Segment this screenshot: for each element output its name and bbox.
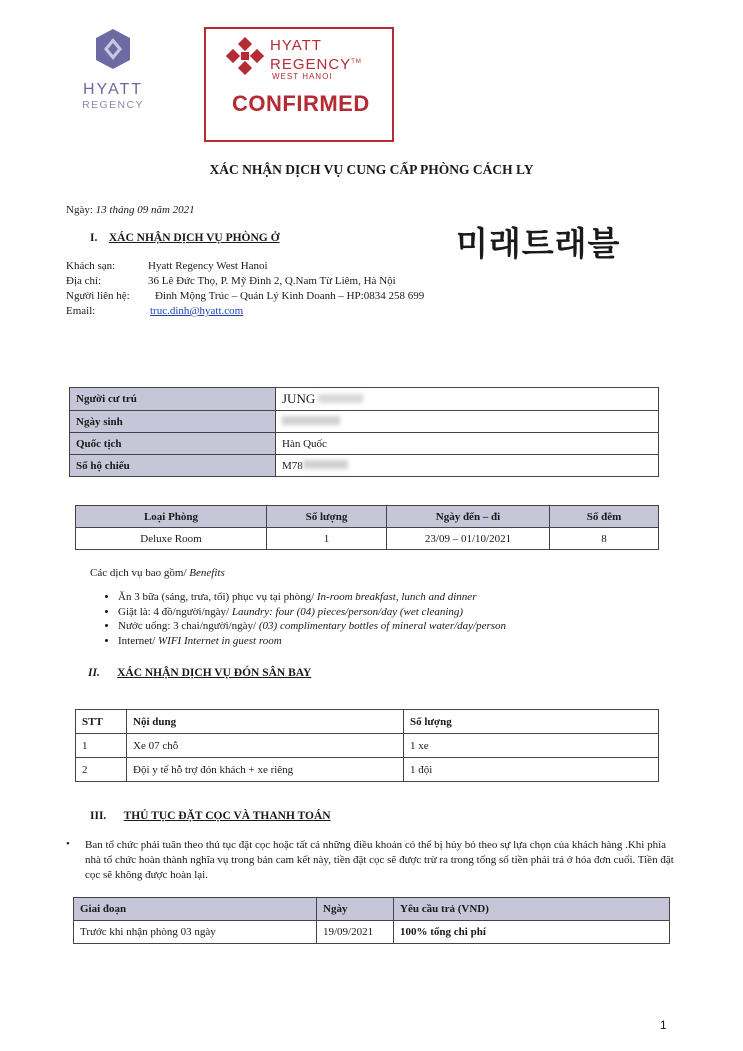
benefits-intro: Các dịch vụ bao gồm/ Benefits [90, 567, 225, 579]
passport-value: M78 [276, 455, 659, 477]
date-line: Ngày: 13 tháng 09 năm 2021 [66, 204, 195, 216]
passport-label: Số hộ chiếu [70, 455, 276, 477]
hyatt-diamond-icon [93, 28, 133, 70]
col-stt: STT [76, 710, 127, 734]
guest-table [69, 387, 659, 477]
amount-cell: 1 đội [404, 758, 659, 782]
stamp-brand: HYATT REGENCY™ [270, 37, 362, 73]
table-row [70, 411, 659, 433]
table-row [70, 455, 659, 477]
hyatt-flower-icon [226, 37, 264, 75]
confirmed-stamp [204, 27, 394, 142]
stt-cell: 1 [76, 734, 127, 758]
date-cell: 19/09/2021 [317, 921, 394, 944]
birth-value [276, 411, 659, 433]
list-item: • Ăn 3 bữa (sáng, trưa, tối) phục vụ tại phòng/ In-room breakfast, lunch and dinner [118, 590, 506, 605]
guest-label: Người cư trú [70, 388, 276, 411]
address-value: 36 Lê Đức Thọ, P. Mỹ Đình 2, Q.Nam Từ Liêm, Hà Nội [148, 275, 396, 287]
guest-value: JUNG [276, 388, 659, 411]
hyatt-logo [78, 28, 148, 111]
room-quantity: 1 [267, 528, 387, 550]
col-content: Nội dung [127, 710, 404, 734]
col-amount: Số lượng [404, 710, 659, 734]
redaction-blur [318, 394, 363, 403]
section1-heading: I. XÁC NHẬN DỊCH VỤ PHÒNG Ở [90, 232, 280, 244]
col-dates: Ngày đến – đi [387, 506, 550, 528]
birth-label: Ngày sinh [70, 411, 276, 433]
col-phase: Giai đoạn [74, 898, 317, 921]
room-type: Deluxe Room [76, 528, 267, 550]
required-cell: 100% tổng chi phí [394, 921, 670, 944]
col-required: Yêu cầu trả (VND) [394, 898, 670, 921]
bullet-dot: • [66, 838, 70, 850]
room-table [75, 505, 659, 550]
stamp-status: CONFIRMED [232, 91, 370, 116]
nationality-label: Quốc tịch [70, 433, 276, 455]
address-label: Địa chỉ: [66, 275, 102, 287]
col-nights: Số đêm [550, 506, 659, 528]
amount-cell: 1 xe [404, 734, 659, 758]
table-row [76, 734, 659, 758]
stamp-location: WEST HANOI [272, 72, 333, 81]
hotel-value: Hyatt Regency West Hanoi [148, 260, 268, 272]
table-header-row [76, 710, 659, 734]
section2-heading: II. XÁC NHẬN DỊCH VỤ ĐÓN SÂN BAY [88, 667, 312, 679]
hotel-label: Khách sạn: [66, 260, 116, 272]
col-room-type: Loại Phòng [76, 506, 267, 528]
list-item: • Internet/ WIFI Internet in guest room [118, 634, 506, 649]
redaction-blur [303, 460, 348, 469]
col-date: Ngày [317, 898, 394, 921]
room-nights: 8 [550, 528, 659, 550]
col-quantity: Số lượng [267, 506, 387, 528]
table-row [70, 433, 659, 455]
list-item: • Giặt là: 4 đồ/người/ngày/ Laundry: four (04) pieces/person/day (wet cleaning) [118, 605, 506, 620]
room-dates: 23/09 – 01/10/2021 [387, 528, 550, 550]
payment-table [73, 897, 670, 944]
redaction-blur [282, 416, 340, 425]
table-header-row [74, 898, 670, 921]
table-row [70, 388, 659, 411]
email-link[interactable]: truc.dinh@hyatt.com [150, 305, 244, 317]
email-label: Email: [66, 305, 96, 317]
stt-cell: 2 [76, 758, 127, 782]
logo-sub: REGENCY [82, 99, 144, 111]
contact-value: Đinh Mộng Trúc – Quản Lý Kinh Doanh – HP:0834 258 699 [155, 290, 425, 302]
nationality-value: Hàn Quốc [276, 433, 659, 455]
content-cell: Đội y tế hỗ trợ đón khách + xe riêng [127, 758, 404, 782]
logo-brand: HYATT [82, 81, 144, 98]
airport-table [75, 709, 659, 782]
table-row [76, 528, 659, 550]
list-item: • Nước uống: 3 chai/người/ngày/ (03) complimentary bottles of mineral water/day/person [118, 619, 506, 634]
agency-watermark: 미래트래블 [456, 224, 621, 263]
page-number: 1 [660, 1018, 667, 1032]
document-title: XÁC NHẬN DỊCH VỤ CUNG CẤP PHÒNG CÁCH LY [209, 162, 534, 177]
table-row [76, 758, 659, 782]
section3-heading: III. THỦ TỤC ĐẶT CỌC VÀ THANH TOÁN [90, 810, 331, 822]
phase-cell: Trước khi nhận phòng 03 ngày [74, 921, 317, 944]
table-row [74, 921, 670, 944]
table-header-row [76, 506, 659, 528]
policy-text: Ban tổ chức phải tuân theo thủ tục đặt cọc hoặc tất cả những điều khoản có thể bị hủy bỏ theo sự lựa chọn của khách hàng .Khi phía nhà tổ chức hoàn thành nghĩa vụ trong bản cam kết này, tiền đặt cọc sẽ được trừ ra trong tổng số tiền phải trả ở hóa đơn cuối. Tiền đặt cọc sẽ không được hoàn lại. [85, 839, 674, 881]
contact-label: Người liên hệ: [66, 290, 130, 302]
content-cell: Xe 07 chỗ [127, 734, 404, 758]
benefits-list [100, 590, 506, 648]
